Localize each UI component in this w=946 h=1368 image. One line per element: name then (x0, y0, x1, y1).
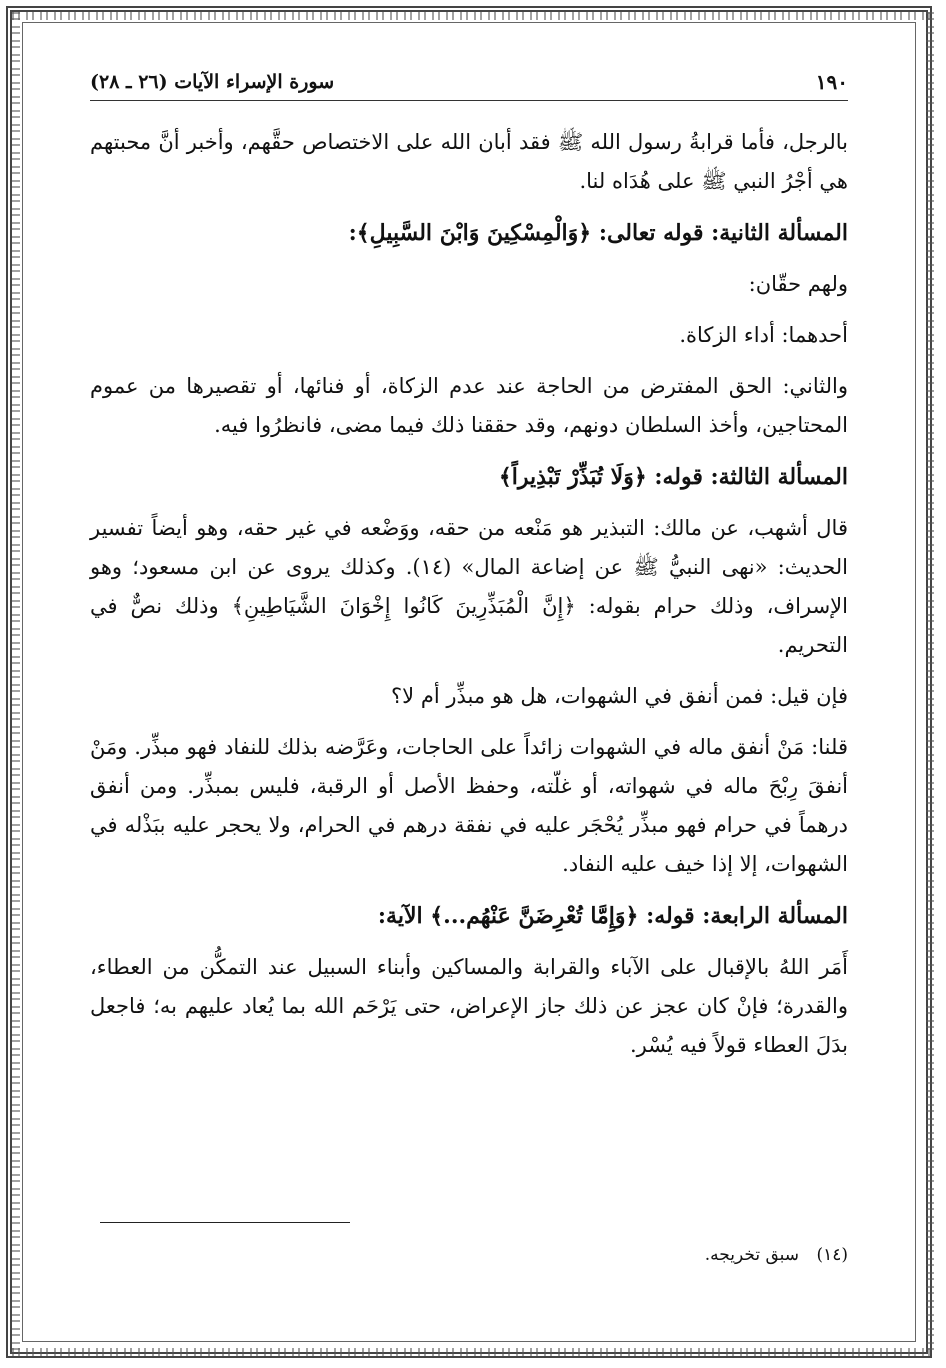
body-text (90, 123, 848, 1065)
decorative-chain-right (926, 12, 934, 1356)
footnote-divider (100, 1222, 350, 1223)
running-title: سورة الإسراء الآيات (٢٦ ـ ٢٨) (90, 71, 335, 93)
footnote-number: (١٤) (816, 1245, 848, 1265)
footnote-text: سبق تخريجه. (704, 1245, 800, 1265)
paragraph: بالرجل، فأما قرابةُ رسول الله ﷺ فقد أبان الله على الاختصاص حقَّهم، وأخبر أنَّ محبتهم هي أجْرُ النبي ﷺ على هُدَاه لنا. (90, 130, 848, 193)
section-heading: المسألة الرابعة: قوله: ﴿وَإِمَّا تُعْرِضَنَّ عَنْهُم...﴾ الآية: (377, 903, 848, 929)
decorative-chain-left (12, 12, 20, 1356)
footnote (90, 1245, 848, 1265)
paragraph: قلنا: مَنْ أنفق ماله في الشهوات زائداً على الحاجات، وعَرَّضه بذلك للنفاد فهو مبذِّر. ومَنْ أنفقَ رِبْحَ ماله في شهواته، أو غلّته، وحفظ الأصل أو الرقبة، فليس بمبذِّر. ومن أنفق درهماً في حرام فهو مبذِّر يُحْجَر عليه في نفقة درهم في الحرام، ولا يحجر عليه ببَذْله في الشهوات، إلا إذا خيف عليه النفاد. (90, 735, 848, 876)
page-header (90, 70, 848, 101)
paragraph: قال أشهب، عن مالك: التبذير هو مَنْعه من حقه، ووَضْعه في غير حقه، وهو أيضاً تفسير الحديث: «نهى النبيُّ ﷺ عن إضاعة المال» (١٤). وكذلك يروى عن ابن مسعود؛ وهو الإسراف، وذلك حرام بقوله: ﴿إِنَّ الْمُبَذِّرِينَ كَانُوا إِخْوَانَ الشَّيَاطِينِ﴾ وذلك نصٌّ في التحريم. (90, 516, 848, 657)
paragraph: والثاني: الحق المفترض من الحاجة عند عدم الزكاة، أو فنائها، أو تقصيرها من عموم المحتاجين، وأخذ السلطان دونهم، وقد حققنا ذلك فيما مضى، فانظرُوا فيه. (90, 374, 848, 437)
page-content (90, 70, 848, 1077)
paragraph: فإن قيل: فمن أنفق في الشهوات، هل هو مبذِّر أم لا؟ (391, 684, 848, 708)
section-heading: المسألة الثالثة: قوله: ﴿وَلَا تُبَذِّرْ تَبْذِيراً﴾ (498, 464, 848, 490)
decorative-chain-bottom (12, 1348, 934, 1356)
decorative-chain-top (12, 12, 934, 20)
paragraph: ولهم حقّان: (748, 272, 848, 296)
paragraph: أحدهما: أداء الزكاة. (679, 323, 848, 347)
section-heading: المسألة الثانية: قوله تعالى: ﴿وَالْمِسْكِينَ وَابْنَ السَّبِيلِ﴾: (348, 220, 848, 246)
page-number: ١٩٠ (815, 70, 848, 94)
paragraph: أَمَر اللهُ بالإقبال على الآباء والقرابة والمساكين وأبناء السبيل عند التمكُّن من العطاء، والقدرة؛ فإنْ كان عجز عن ذلك جاز الإعراض، حتى يَرْحَم الله بما يُعاد عليهم به؛ فاجعل بدَلَ العطاء قولاً فيه يُسْر. (90, 955, 848, 1057)
